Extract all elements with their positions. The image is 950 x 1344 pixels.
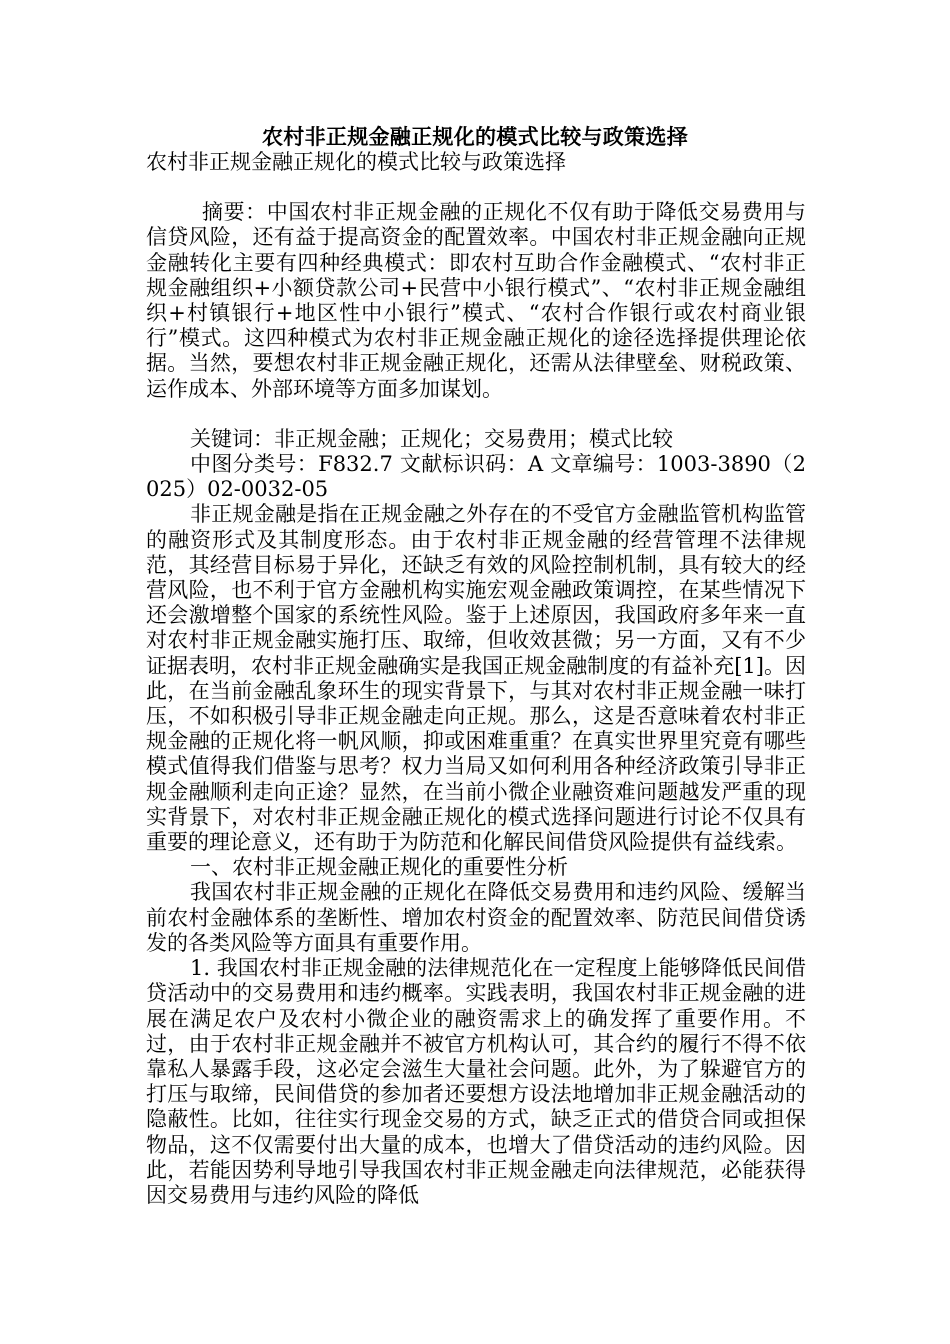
keywords-line: 关键词：非正规金融；正规化；交易费用；模式比较 xyxy=(190,426,673,451)
body-paragraph: 1. 我国农村非正规金融的法律规范化在一定程度上能够降低民间借贷活动中的交易费用和违约概率。实践表明，我国农村非正规金融的进展在满足农户及农村小微企业的融资需求上的确发挥了重要作用。不过，由于农村非正规金融并不被官方机构认可，其合约的履行不得不依靠私人暴露手段，这必定会滋生大量社会问题。此外，为了躲避官方的打压与取缔，民间借贷的参加者还要想方设法地增加非正规金融活动的隐蔽性。比如，往往实行现金交易的方式，缺乏正式的借贷合同或担保物品，这不仅需要付出大量的成本，也增大了借贷活动的违约风险。因此，若能因势利导地引导我国农村非正规金融走向法律规范，必能获得因交易费用与违约风险的降低 xyxy=(146,956,806,1207)
document-title: 农村非正规金融正规化的模式比较与政策选择 xyxy=(262,125,688,149)
section-heading: 一、农村非正规金融正规化的重要性分析 xyxy=(190,855,568,880)
blank-line xyxy=(146,402,806,427)
body-paragraph: 非正规金融是指在正规金融之外存在的不受官方金融监管机构监管的融资形式及其制度形态。由于农村非正规金融的经营管理不法律规范，其经营目标易于异化，还缺乏有效的风险控制机制，具有较大的经营风险，也不利于官方金融机构实施宏观金融政策调控，在某些情况下还会激增整个国家的系统性风险。鉴于上述原因，我国政府多年来一直对农村非正规金融实施打压、取缔，但收效甚微；另一方面，又有不少证据表明，农村非正规金融确实是我国正规金融制度的有益补充[1]。因此，在当前金融乱象环生的现实背景下，与其对农村非正规金融一味打压，不如积极引导非正规金融走向正规。那么，这是否意味着农村非正规金融的正规化将一帆风顺，抑或困难重重？在真实世界里究竟有哪些模式值得我们借鉴与思考？权力当局又如何利用各种经济政策引导非正规金融顺利走向正途？显然，在当前小微企业融资难问题越发严重的现实背景下，对农村非正规金融正规化的模式选择问题进行讨论不仅具有重要的理论意义，还有助于为防范和化解民间借贷风险提供有益线索。 xyxy=(146,502,806,855)
document-subtitle: 农村非正规金融正规化的模式比较与政策选择 xyxy=(146,150,566,174)
classification-line: 中图分类号：F832.7 文献标识码：A 文章编号：1003-3890（2025）02-0032-05 xyxy=(146,452,806,502)
document-body xyxy=(146,150,806,1208)
blank-line xyxy=(146,175,806,200)
abstract-paragraph: 摘要：中国农村非正规金融的正规化不仅有助于降低交易费用与信贷风险，还有益于提高资金的配置效率。中国农村非正规金融向正规金融转化主要有四种经典模式：即农村互助合作金融模式、“农村非正规金融组织+小额贷款公司+民营中小银行模式”、“农村非正规金融组织+村镇银行+地区性中小银行”模式、“农村合作银行或农村商业银行”模式。这四种模式为农村非正规金融正规化的途径选择提供理论依据。当然，要想农村非正规金融正规化，还需从法律壁垒、财税政策、运作成本、外部环境等方面多加谋划。 xyxy=(146,200,806,401)
body-paragraph: 我国农村非正规金融的正规化在降低交易费用和违约风险、缓解当前农村金融体系的垄断性、增加农村资金的配置效率、防范民间借贷诱发的各类风险等方面具有重要作用。 xyxy=(146,880,806,955)
